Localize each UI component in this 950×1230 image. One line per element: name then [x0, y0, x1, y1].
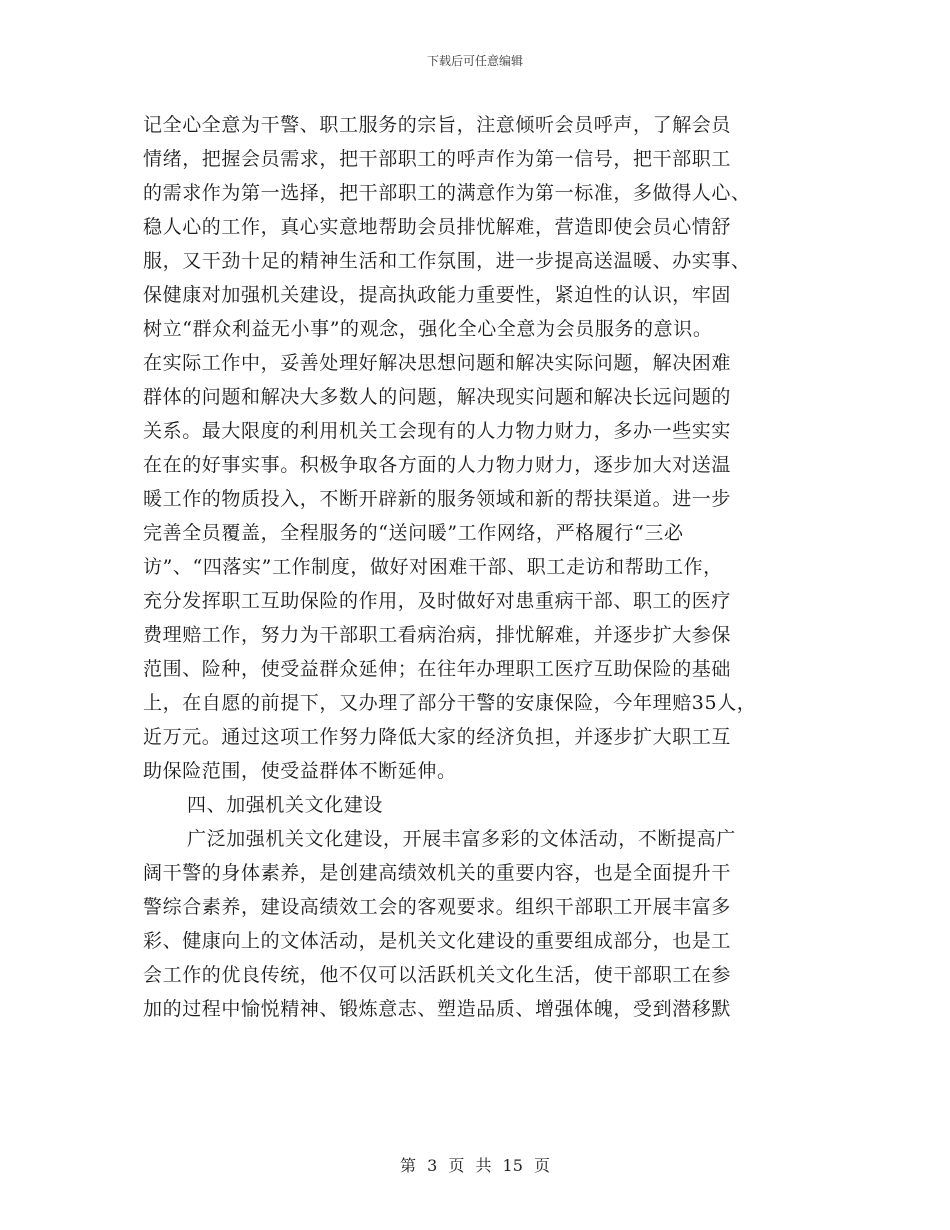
body-line: 稳人心的工作，真心实意地帮助会员排忧解难，营造即使会员心情舒 [143, 216, 732, 238]
body-line: 保健康对加强机关建设，提高执政能力重要性，紧迫性的认识，牢固 [143, 284, 732, 306]
body-line: 彩、健康向上的文体活动，是机关文化建设的重要组成部分，也是工 [143, 930, 732, 952]
document-body [143, 108, 813, 1026]
body-line: 加的过程中愉悦精神、锻炼意志、塑造品质、增强体魄，受到潜移默 [143, 998, 732, 1020]
body-line: 近万元。通过这项工作努力降低大家的经济负担，并逐步扩大职工互 [143, 726, 732, 748]
paragraph-first-line: 广泛加强机关文化建设，开展丰富多彩的文体活动，不断提高广 [187, 828, 736, 850]
page-footer: 第 3 页 共 15 页 [400, 1156, 550, 1175]
body-line: 服，又干劲十足的精神生活和工作氛围，进一步提高送温暖、办实事、 [143, 250, 751, 272]
page-header: 下载后可任意编辑 [426, 54, 523, 68]
body-line: 群体的问题和解决大多数人的问题，解决现实问题和解决长远问题的 [143, 386, 732, 408]
body-line: 费理赔工作，努力为干部职工看病治病，排忧解难，并逐步扩大参保 [143, 624, 732, 646]
body-line: 访”、“四落实”工作制度，做好对困难干部、职工走访和帮助工作， [143, 556, 723, 578]
body-line: 完善全员覆盖，全程服务的“送问暖”工作网络，严格履行“三必 [143, 522, 684, 544]
body-line: 范围、险种，使受益群众延伸；在往年办理职工医疗互助保险的基础 [143, 658, 732, 680]
body-line: 暖工作的物质投入，不断开辟新的服务领域和新的帮扶渠道。进一步 [143, 488, 732, 510]
body-line: 上，在自愿的前提下，又办理了部分干警的安康保险，今年理赔35人， [143, 692, 757, 714]
body-line: 情绪，把握会员需求，把干部职工的呼声作为第一信号，把干部职工 [143, 148, 732, 170]
body-line: 警综合素养，建设高绩效工会的客观要求。组织干部职工开展丰富多 [143, 896, 732, 918]
body-line: 在在的好事实事。积极争取各方面的人力物力财力，逐步加大对送温 [143, 454, 732, 476]
body-line: 的需求作为第一选择，把干部职工的满意作为第一标准，多做得人心、 [143, 182, 751, 204]
body-line: 阔干警的身体素养，是创建高绩效机关的重要内容，也是全面提升干 [143, 862, 732, 884]
body-line: 记全心全意为干警、职工服务的宗旨，注意倾听会员呼声，了解会员 [143, 114, 732, 136]
body-line: 助保险范围，使受益群体不断延伸。 [143, 760, 457, 782]
body-line: 关系。最大限度的利用机关工会现有的人力物力财力，多办一些实实 [143, 420, 732, 442]
body-line: 充分发挥职工互助保险的作用，及时做好对患重病干部、职工的医疗 [143, 590, 732, 612]
body-line: 树立“群众利益无小事”的观念，强化全心全意为会员服务的意识。 [143, 318, 713, 340]
section-heading: 四、加强机关文化建设 [187, 794, 384, 816]
body-line: 会工作的优良传统，他不仅可以活跃机关文化生活，使干部职工在参 [143, 964, 732, 986]
body-line: 在实际工作中，妥善处理好解决思想问题和解决实际问题，解决困难 [143, 352, 732, 374]
